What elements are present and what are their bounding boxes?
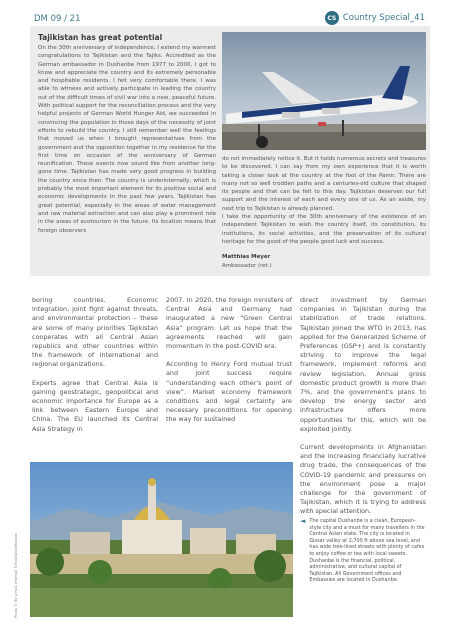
section-header [325,11,425,25]
section-label: Country Special_41 [342,13,425,23]
caption-arrow-icon: ◄ [300,517,306,525]
issue-label: DM 09 / 21 [34,14,81,24]
article-column-1 [32,296,158,434]
article-paragraph: direct investment by German companies in Tajikistan during the stabilization of trade relations. Tajikistan joined the WTO in 2013, has applied for the Generalized Scheme of Preferences (GSP+) and is constantly striving to improve the legal framework, implement reforms and review legislation. Annual gross domestic product growth is more than 7%, and the government's plans to develop the energy sector and infrastructure offers more opportunities for this, which will be exploited jointly. [300,296,426,433]
box-paragraph: do not immediately notice it. But it holds numerous secrets and treasures to be discovered. I can say from my own experience that it is worth taking a closer look at the country at the foot of the Pamir. There are many not so well trodden paths and a centuries-old culture that shaped its people and that can be felt to this day. Tajikistan deserves our full support and the interest of each and every one of us. As an aside, my next trip to Tajikistan is already planned. [222,156,426,212]
article-paragraph: Experts agree that Central Asia is gaining geostrategic, geopolitical and economic importance for Europe as a link between Eastern Europe and China. The EU launched its Central Asia Strategy in [32,378,158,433]
caption-text: The capital Dushanbe is a clean, European-style city and a must for many travellers in the Central Asian state. The city is located in Gissar valley at 2,700 ft above sea level, and has wide tree-lined streets with plenty of cafes to enjoy coffee or tea with local sweets. Dushanbe is the financial, political, administrative, and cultural capital of Tajikistan. All Government offices and Embassies are located in Dushanbe. [309,518,425,584]
box-paragraph: I take the opportunity of the 30th anniversary of the existence of an independent Tajikistan to wish the country itself, its constitution, its institutions, its social activities, and the preservation of its cultural heritage for the good of the people good luck and success. [222,214,426,245]
airplane-photo [222,32,426,150]
photo-credit: Photo © By Lmvl2 (Hamal) ©FoxDigital/Bussos [14,533,18,618]
article-column-2 [166,296,292,425]
photo-caption [300,518,426,584]
dushanbe-city-photo [30,462,293,617]
article-column-3 [300,296,426,517]
article-paragraph: boring countries. Economic integration, joint fight against threats, and environmental protection – these are some of many priorities Tajikistan cooperates with all Central Asian republics and other countries within the framework of international and regional organizations. [32,296,158,369]
box-column-2 [222,155,426,270]
signature-name: Matthias Meyer [222,254,271,261]
article-paragraph: Current developments in Afghanistan and the increasing financially lucrative drug trade, the consequences of the COVID-19 pandemic and pressures on the environment pose a major challenge for the government of Tajikistan, which it is trying to address with special attention. [300,443,426,516]
signature-role: Ambassador (ret.) [222,262,272,269]
article-paragraph: 2007. In 2020, the foreign ministers of Central Asia and Germany had inaugurated a new “Green Central Asia” program. Let us hope that the agreements reached will gain momentum in the post-COVID era. [166,296,292,351]
article-paragraph: According to Henry Ford mutual trust and joint success require “understanding each other's point of view”. Market economy framework conditions and legal certainty are necessary preconditions for opening the way for sustained [166,360,292,424]
box-column-1: On the 30th anniversary of independence, I extend my warmest congratulations to Tajikistan and the Tajiks. Accredited as the German ambassador in Dushanbe from 1977 to 2000, I got to know and appreciate the country and its extremely personable and hospitable residents. I felt very comfortable there. I was able to witness and actively participate in leading the country out of the difficult times of civil war into a new, peaceful future. With political support for the reconciliation process and the very helpful projects of German World Hunger Aid, we succeeded in convincing the population in those days of the necessity of joint efforts to rebuild the country. I still remember well the feelings that moved us when I brought representatives from the government and the opposition together in my residence for the first time on occasion of the anniversary of German reunification. These events now sound like from another long-gone time. Tajikistan has made very good progress in building the country since then. The country is underinternally, which is probably the most important element for its positive social and economic developments in the past few years. Tajikistan has great potential, especially in the areas of water management and raw material extraction and can also play a prominent role in the areas of ecotourism in the future. Its location means that foreign observers [38,45,216,234]
country-special-badge: CS [325,11,339,25]
box-title: Tajikistan has great potential [38,33,163,42]
